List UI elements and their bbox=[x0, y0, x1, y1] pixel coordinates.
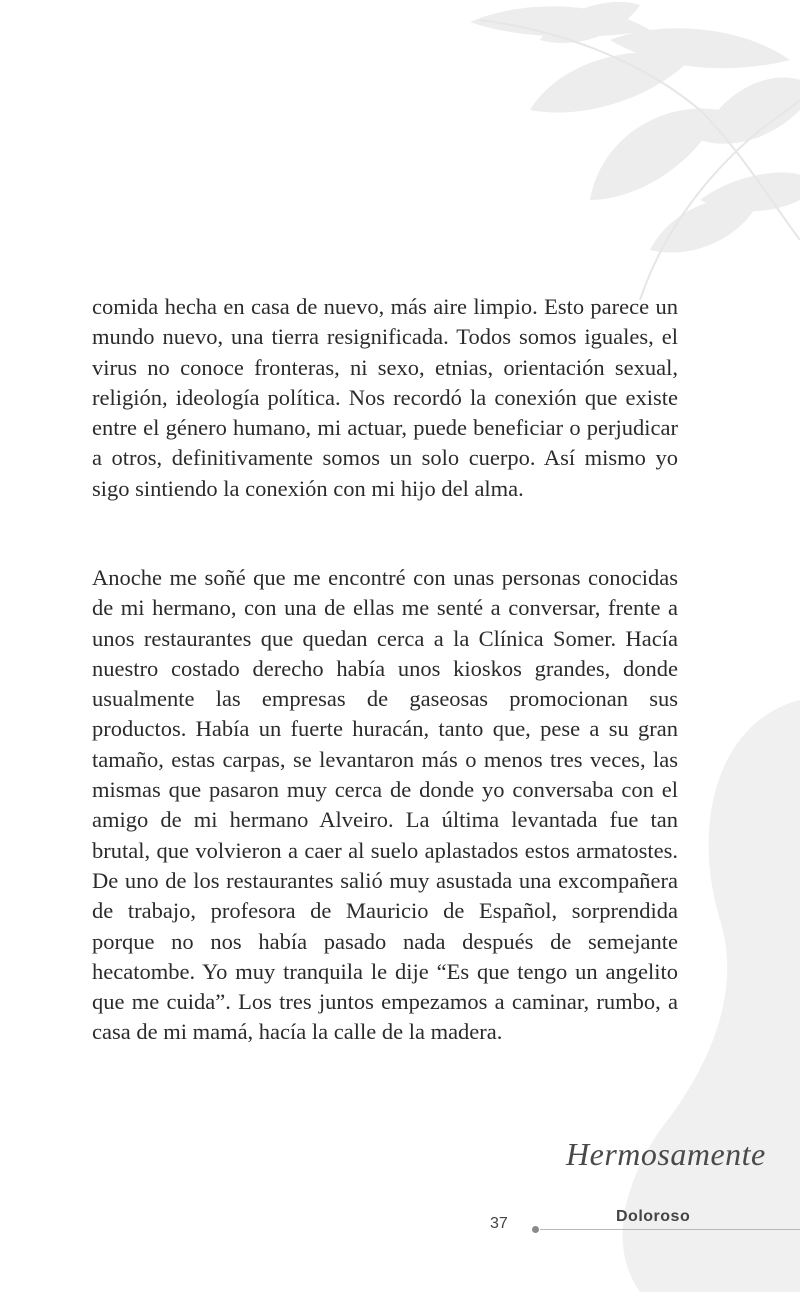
footer-rule bbox=[540, 1229, 800, 1230]
book-logo-subtitle: Doloroso bbox=[616, 1208, 691, 1225]
footer-dot bbox=[532, 1226, 539, 1233]
body-paragraph-2: Anoche me soñé que me encontré con unas personas conocidas de mi hermano, con una de ellas me senté a conversar, frente a unos restaurantes que quedan cerca a la Clínica Somer. Hacía nuestro costado derecho había unos kioskos grandes, donde usualmente las empresas de gaseosas promocionan sus productos. Había un fuerte huracán, tanto que, pese a su gran tamaño, estas carpas, se levantaron más o menos tres veces, las mismas que pasaron muy cerca de donde yo conversaba con el amigo de mi hermano Alveiro. La última levantada fue tan brutal, que volvieron a caer al suelo aplastados estos armatostes. De uno de los restaurantes salió muy asustada una excompañera de trabajo, profesora de Mauricio de Español, sorprendida porque no nos había pasado nada después de semejante hecatombe. Yo muy tranquila le dije “Es que tengo un angelito que me cuida”. Los tres juntos empezamos a caminar, rumbo, a casa de mi mamá, hacía la calle de la madera. bbox=[92, 565, 678, 1045]
page-number: 37 bbox=[490, 1215, 508, 1232]
book-logo-script: Hermosamente bbox=[566, 1136, 766, 1172]
body-paragraph-1: comida hecha en casa de nuevo, más aire limpio. Esto parece un mundo nuevo, una tierra resignificada. Todos somos iguales, el virus no conoce fronteras, ni sexo, etnias, orientación sexual, religión, ideología política. Nos recordó la conexión que existe entre el género humano, mi actuar, puede beneficiar o perjudicar a otros, definitivamente somos un solo cuerpo. Así mismo yo sigo sintiendo la conexión con mi hijo del alma. bbox=[92, 294, 678, 501]
